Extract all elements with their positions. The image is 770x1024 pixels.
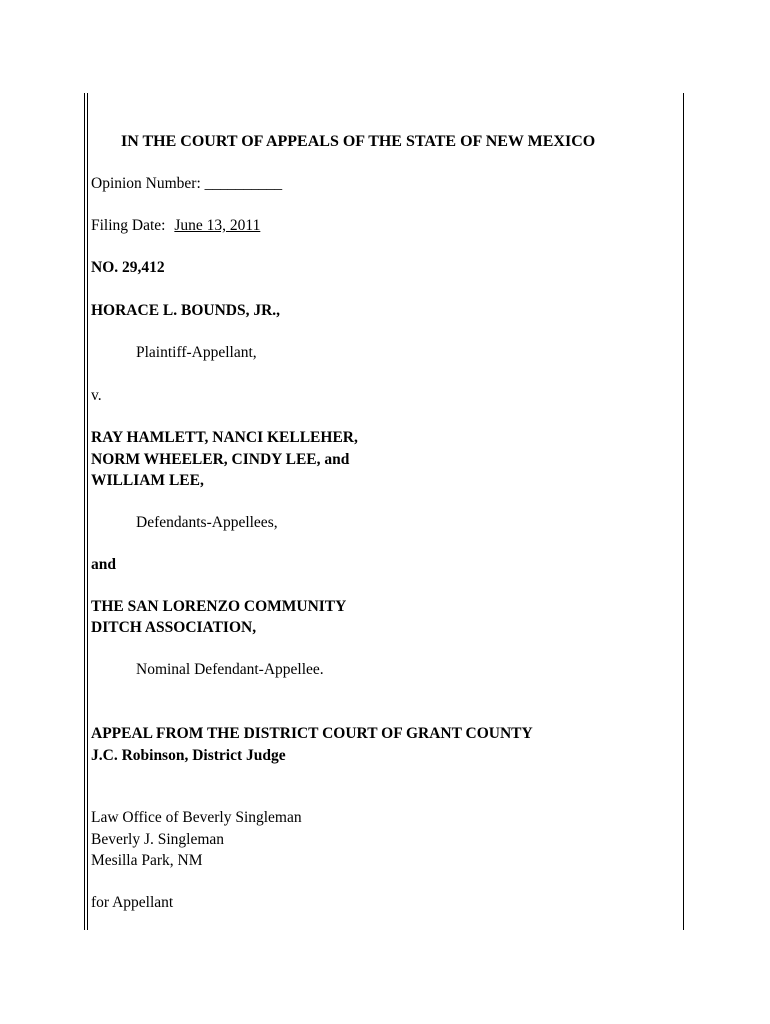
counsel-line-1: Law Office of Beverly Singleman	[91, 809, 302, 826]
opinion-number	[91, 173, 282, 195]
plaintiff-name: HORACE L. BOUNDS, JR.,	[91, 302, 281, 319]
counsel-line-3: Mesilla Park, NM	[91, 852, 203, 869]
defendants-role: Defendants-Appellees,	[136, 514, 278, 531]
plaintiff-role: Plaintiff-Appellant,	[136, 344, 257, 361]
left-margin-rule-inner	[87, 93, 88, 930]
nominal-defendant-line-2: DITCH ASSOCIATION,	[91, 619, 257, 636]
right-margin-rule	[683, 93, 684, 930]
versus: v.	[91, 387, 102, 404]
counsel-for: for Appellant	[91, 894, 174, 911]
counsel-line-2: Beverly J. Singleman	[91, 831, 225, 848]
case-number: NO. 29,412	[91, 259, 165, 276]
nominal-defendant-role: Nominal Defendant-Appellee.	[136, 661, 324, 678]
opinion-number-value: __________	[204, 175, 283, 192]
filing-date-label: Filing Date:	[91, 217, 166, 234]
court-title: IN THE COURT OF APPEALS OF THE STATE OF NEW MEXICO	[121, 133, 596, 150]
left-margin-rule-outer	[84, 93, 85, 930]
defendants-line-1: RAY HAMLETT, NANCI KELLEHER,	[91, 429, 358, 446]
filing-date-value: June 13, 2011	[174, 217, 261, 234]
filing-date	[91, 215, 265, 237]
opinion-number-label: Opinion Number:	[91, 175, 201, 192]
defendants-line-3: WILLIAM LEE,	[91, 472, 204, 489]
district-judge: J.C. Robinson, District Judge	[91, 747, 286, 764]
defendants-line-2: NORM WHEELER, CINDY LEE, and	[91, 451, 350, 468]
appeal-from: APPEAL FROM THE DISTRICT COURT OF GRANT COUNTY	[91, 725, 533, 742]
and-label: and	[91, 556, 116, 573]
nominal-defendant-line-1: THE SAN LORENZO COMMUNITY	[91, 598, 347, 615]
